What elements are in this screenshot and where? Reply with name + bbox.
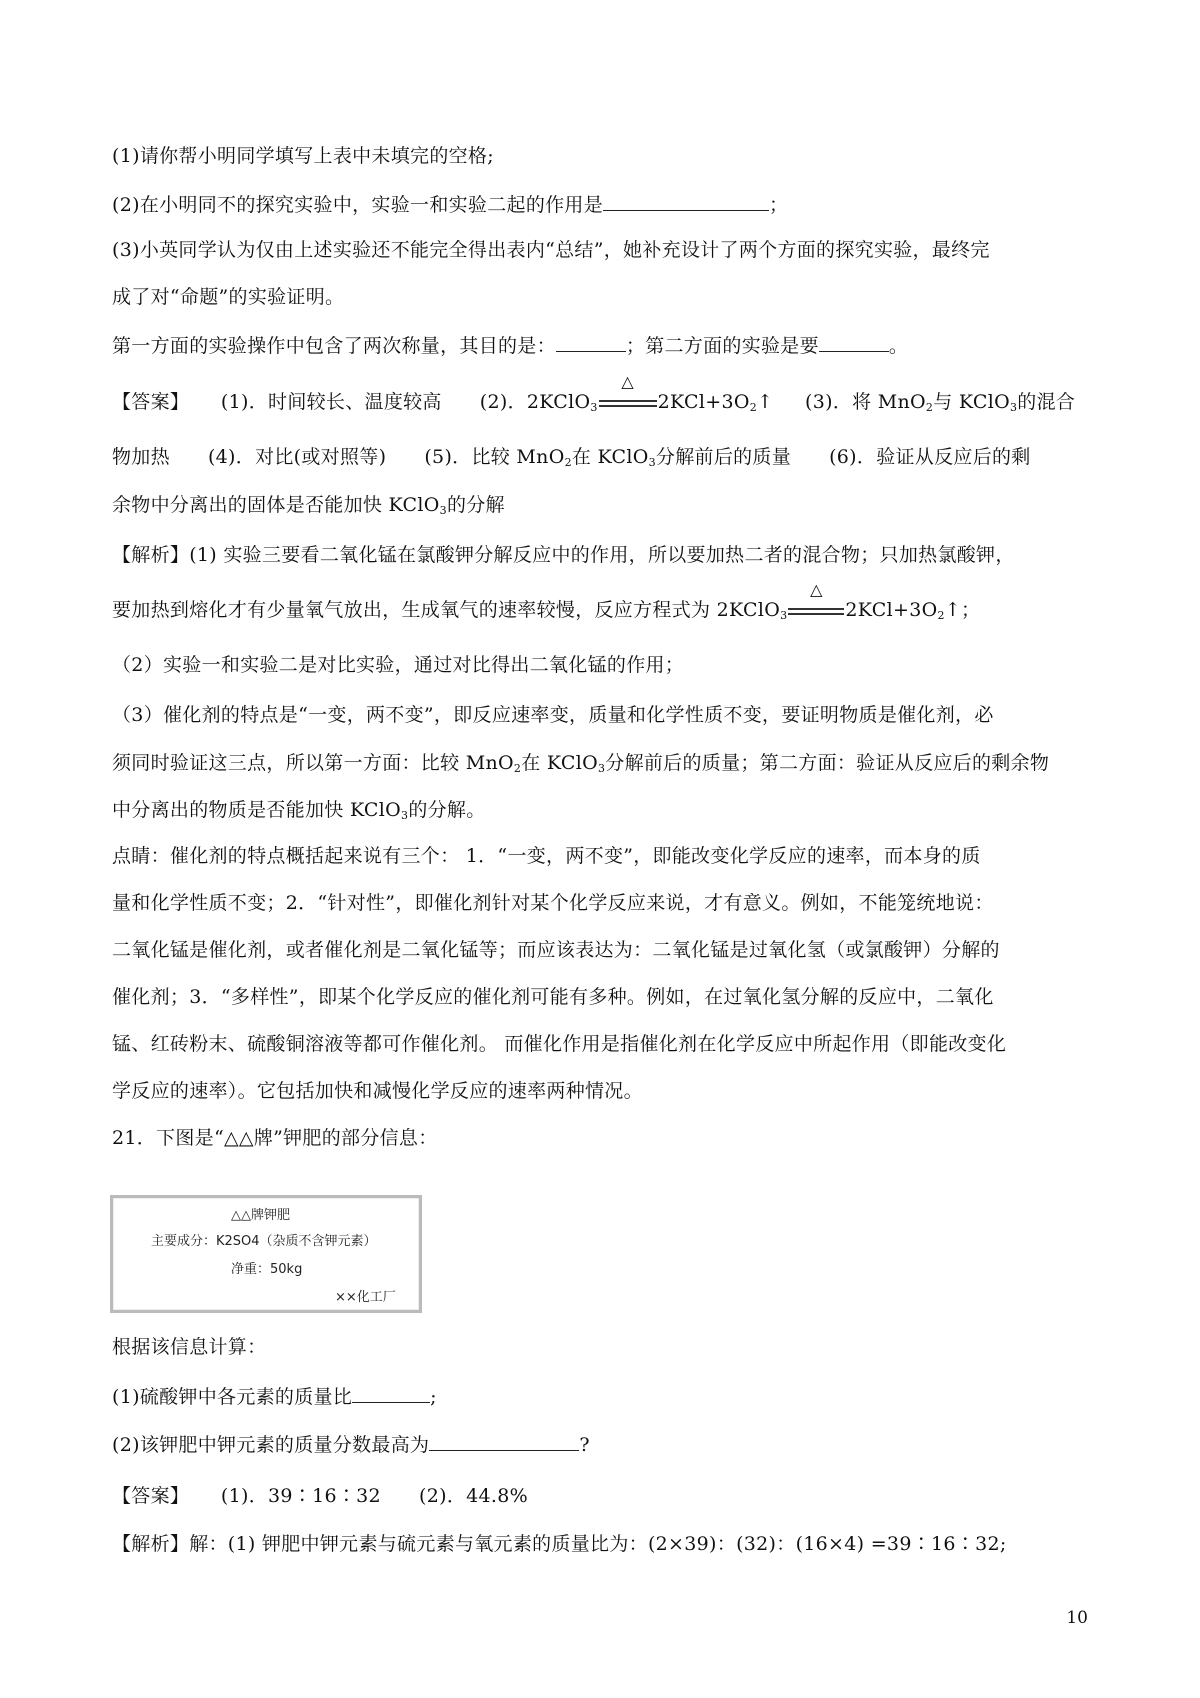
analysis-line-1: 【解析】(1) 实验三要看二氧化锰在氯酸钾分解反应中的作用，所以要加热二者的混合物；只加热氯酸钾， [112,544,1015,566]
label-manufacturer: ××化工厂 [335,1290,396,1305]
answer-tag: 【答案】 [112,1485,190,1507]
question-21-title: 21．下图是“△△牌”钾肥的部分信息： [112,1127,438,1149]
sub-question-3-line2: 成了对“命题”的实验证明。 [112,286,345,308]
note-line-6: 学反应的速率）。它包括加快和减慢化学反应的速率两种情况。 [112,1080,643,1102]
label-product-name: △△牌钾肥 [231,1208,290,1223]
answer-blank [352,1382,430,1403]
answer-2-line: 【答案】 (1)．39∶16∶32 (2)．44.8% [112,1485,528,1507]
answer-blank [429,1430,579,1451]
note-line-4: 催化剂；3．“多样性”，即某个化学反应的催化剂可能有多种。例如，在过氧化氢分解的反应中，二氧化 [112,986,994,1008]
label-net-weight: 净重：50kg [231,1262,303,1277]
analysis-line-4: （3）催化剂的特点是“一变，两不变”，即反应速率变，质量和化学性质不变，要证明物质是催化剂，必 [112,704,994,726]
answer-tag: 【答案】 [112,391,190,413]
question-21-sub-1: (1)硫酸钾中各元素的质量比 ; [112,1382,1102,1410]
heating-delta-icon: △ [788,597,844,623]
answer-blank [603,190,769,211]
heating-delta-icon: △ [599,389,657,415]
answer-blank [556,331,626,352]
question-21-intro: 根据该信息计算： [112,1336,267,1358]
sub-question-3-line3: 第一方面的实验操作中包含了两次称量，其目的是： ；第二方面的实验是要 。 [112,331,1102,359]
analysis-line-5: 须同时验证这三点，所以第一方面：比较 MnO$_2$在 KClO$_3$分解前后的质量；第二方面：验证从反应后的剩余物 [112,752,1050,775]
answer-line-1: 【答案】 (1)．时间较长、温度较高 (2)．2KClO$_3$ △ $2KCl+3O_2↑$ (3)．将 MnO$_2$与 KClO$_3$的混合 [112,372,1076,414]
answer-line-3: 余物中分离出的固体是否能加快 KClO$_3$的分解 [112,494,505,517]
analysis-2-line: 【解析】解：(1) 钾肥中钾元素与硫元素与氧元素的质量比为：(2×39)：(32)：(16×4) =39∶16∶32; [112,1533,1007,1555]
analysis-line-6: 中分离出的物质是否能加快 KClO$_3$的分解。 [112,799,486,822]
analysis-line-3: （2）实验一和实验二是对比实验，通过对比得出二氧化锰的作用； [112,654,685,676]
sub-question-3-line1: (3)小英同学认为仅由上述实验还不能完全得出表内“总结”，她补充设计了两个方面的探究实验，最终完 [112,239,990,261]
answer-line-2: 物加热 (4)．对比(或对照等) (5)．比较 MnO$_2$在 KClO$_3$分解前后的质量 (6)．验证从反应后的剩 [112,446,1031,469]
analysis-line-2: 要加热到熔化才有少量氧气放出，生成氧气的速率较慢，反应方程式为 2KClO$_3$ △ $2KCl+3O_2↑$； [112,580,981,622]
note-line-5: 锰、红砖粉末、硫酸铜溶液等都可作催化剂。 而催化作用是指催化剂在化学反应中所起作用（即能改变化 [112,1033,1007,1055]
fertilizer-label-image [110,1195,422,1313]
question-21-sub-2: (2)该钾肥中钾元素的质量分数最高为 ? [112,1430,1102,1458]
note-line-1: 点睛：催化剂的特点概括起来说有三个： 1．“一变，两不变”，即能改变化学反应的速率，而本身的质 [112,845,981,867]
note-line-3: 二氧化锰是催化剂，或者催化剂是二氧化锰等；而应该表达为：二氧化锰是过氧化氢（或氯酸钾）分解的 [112,939,1000,961]
answer-blank [819,331,889,352]
page-number: 10 [1066,1608,1088,1628]
sub-question-2: (2)在小明同不的探究实验中，实验一和实验二起的作用是 ； [112,190,1102,218]
label-component: 主要成分：K2SO4（杂质不含钾元素） [151,1234,377,1249]
note-line-2: 量和化学性质不变；2．“针对性”，即催化剂针对某个化学反应来说，才有意义。例如，不能笼统地说： [112,892,994,914]
sub-question-1: (1)请你帮小明同学填写上表中未填完的空格; [112,145,494,167]
